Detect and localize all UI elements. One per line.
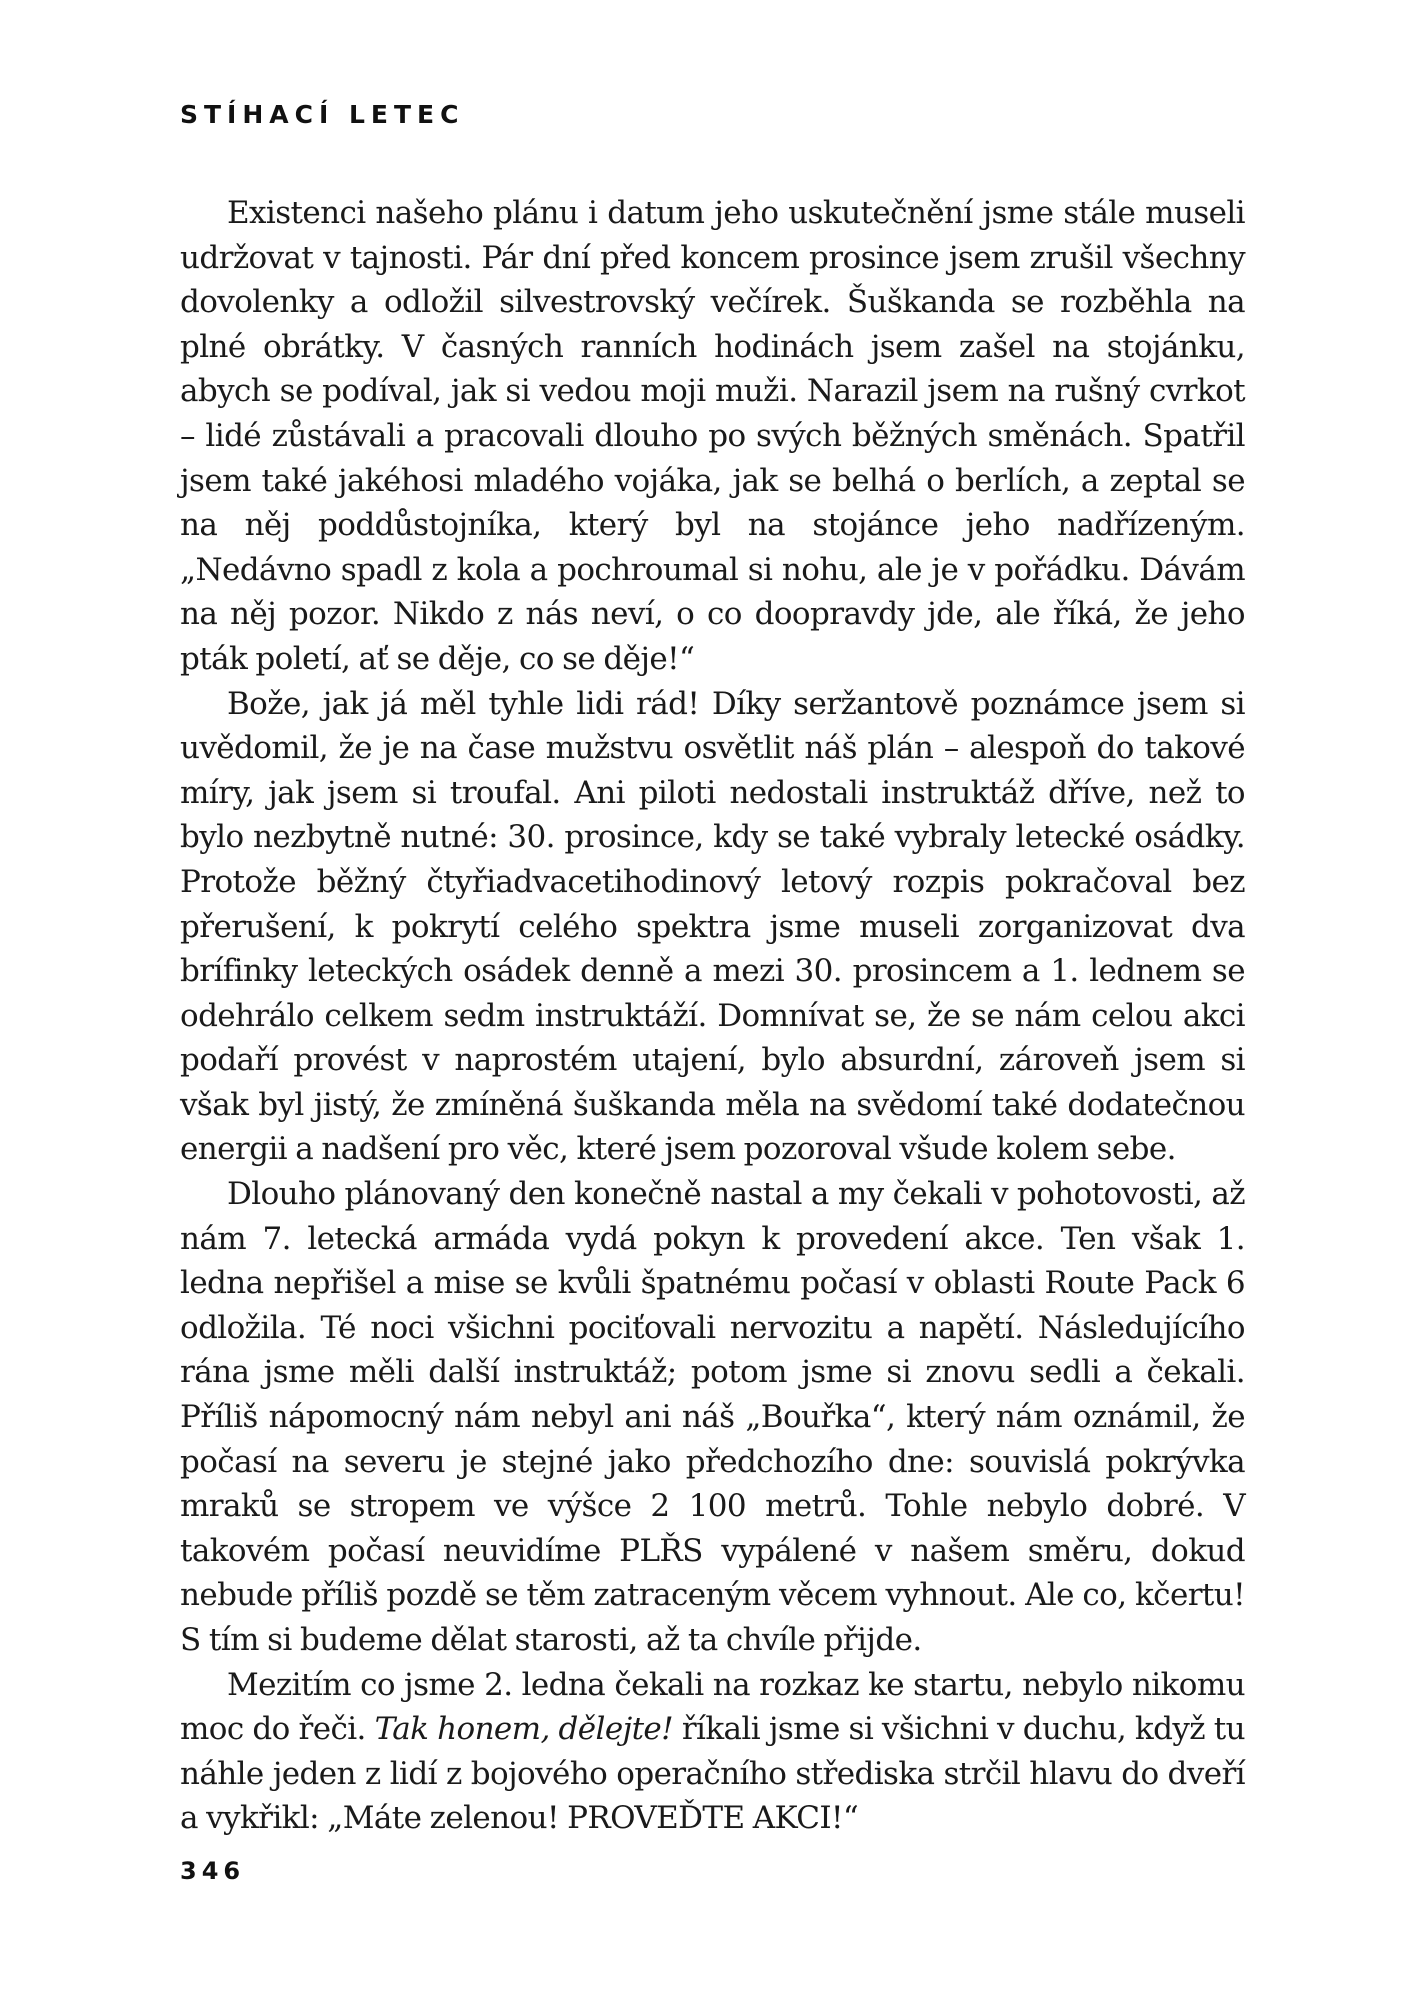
paragraph-2: Bože, jak já měl tyhle lidi rád! Díky seržantově poznámce jsem si uvědomil, že je na čase mužstvu osvětlit náš plán – alespoň do takové míry, jak jsem si troufal. Ani piloti nedostali instruktáž dříve, než to bylo nezbytně nutné: 30. prosince, kdy se také vybraly letecké osádky. Protože běžný čtyřiadvacetihodinový letový rozpis pokračoval bez přerušení, k pokrytí celého spektra jsme museli zorganizovat dva brífinky leteckých osádek denně a mezi 30. prosincem a 1. lednem se odehrálo celkem sedm instruktáží. Domnívat se, že se nám celou akci podaří provést v naprostém utajení, bylo absurdní, zároveň jsem si však byl jistý, že zmíněná šuškanda měla na svědomí také dodatečnou energii a nadšení pro věc, které jsem pozoroval všude kolem sebe.: [180, 685, 1245, 1168]
paragraph-4-start: Mezitím co jsme 2. ledna čekali na rozkaz ke startu, nebylo nikomu moc do řeči.: [180, 1666, 1245, 1748]
paragraph-3: Dlouho plánovaný den konečně nastal a my čekali v pohotovosti, až nám 7. letecká armáda vydá pokyn k provedení akce. Ten však 1. ledna nepřišel a mise se kvůli špatnému počasí v oblasti Route Pack 6 odložila. Té noci všichni pociťovali nervozitu a napětí. Následujícího rána jsme měli další instruktáž; potom jsme si znovu sedli a čekali. Příliš nápomocný nám nebyl ani náš „Bouřka“, který nám oznámil, že počasí na severu je stejné jako předchozího dne: souvislá pokrývka mraků se stropem ve výšce 2 100 metrů. Tohle nebylo dobré. V takovém počasí neuvidíme PLŘS vypálené v našem směru, dokud nebude příliš pozdě se těm zatraceným věcem vyhnout. Ale co, kčertu! S tím si budeme dělat starosti, až ta chvíle přijde.: [180, 1176, 1245, 1658]
body-text: [180, 191, 1245, 1841]
page-number: 346: [180, 1857, 246, 1885]
paragraph-4: [180, 1663, 1245, 1841]
paragraph-4-emphasis: Tak honem, dělejte!: [374, 1711, 674, 1748]
running-head: STÍHACÍ LETEC: [180, 100, 465, 129]
paragraph-4-end: říkali jsme si všichni v duchu, když tu náhle jeden z lidí z bojového operačního střediska strčil hlavu do dveří a vykřikl: „Máte zelenou! PROVEĎTE AKCI!“: [180, 1711, 1245, 1837]
paragraph-1: Existenci našeho plánu i datum jeho uskutečnění jsme stále museli udržovat v tajnosti. Pár dní před koncem prosince jsem zrušil všechny dovolenky a odložil silvestrovský večírek. Šuškanda se rozběhla na plné obrátky. V časných ranních hodinách jsem zašel na stojánku, abych se podíval, jak si vedou moji muži. Narazil jsem na rušný cvrkot – lidé zůstávali a pracovali dlouho po svých běžných směnách. Spatřil jsem také jakéhosi mladého vojáka, jak se belhá o berlích, a zeptal se na něj poddůstojníka, který byl na stojánce jeho nadřízeným. „Nedávno spadl z kola a pochroumal si nohu, ale je v pořádku. Dávám na něj pozor. Nikdo z nás neví, o co doopravdy jde, ale říká, že jeho pták poletí, ať se děje, co se děje!“: [180, 195, 1245, 677]
